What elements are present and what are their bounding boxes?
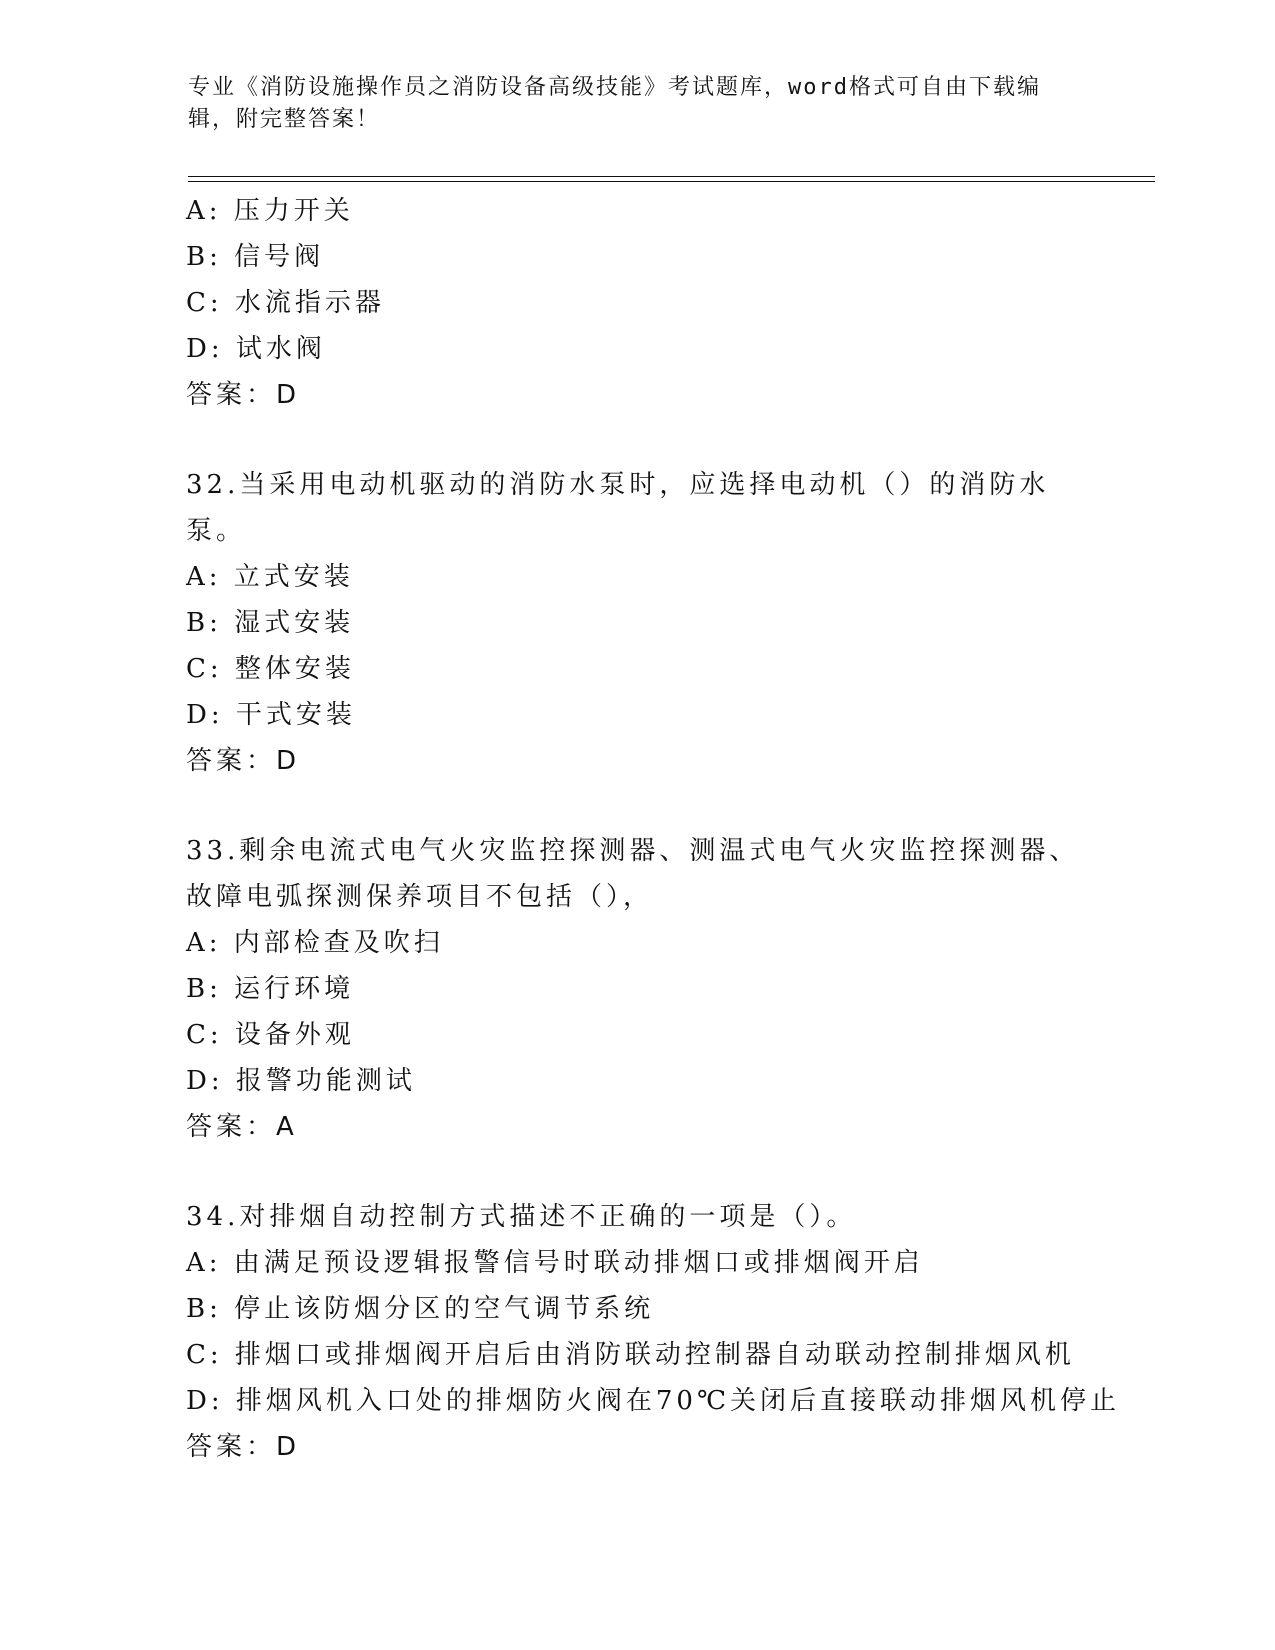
option-d: D: 干式安装: [186, 700, 356, 730]
option-a: A: 压力开关: [186, 196, 354, 226]
option-c: C: 设备外观: [186, 1020, 355, 1050]
question-33: [186, 828, 1086, 1150]
header-rule-bottom: [188, 181, 1155, 182]
question-text: 34.对排烟自动控制方式描述不正确的一项是（）。: [186, 1202, 857, 1232]
option-c: C: 排烟口或排烟阀开启后由消防联动控制器自动联动控制排烟风机: [186, 1340, 1075, 1370]
option-b: B: 信号阀: [186, 242, 325, 272]
option-a: A: 内部检查及吹扫: [186, 928, 444, 958]
option-a: A: 由满足预设逻辑报警信号时联动排烟口或排烟阀开启: [186, 1248, 924, 1278]
question-text: 32.当采用电动机驱动的消防水泵时，应选择电动机（）的消防水泵。: [186, 470, 1050, 546]
option-d: D: 报警功能测试: [186, 1066, 416, 1096]
question-32: [186, 462, 1086, 784]
option-d: D: 排烟风机入口处的排烟防火阀在70℃关闭后直接联动排烟风机停止: [186, 1386, 1121, 1416]
answer: 答案：D: [186, 380, 301, 410]
option-c: C: 整体安装: [186, 654, 355, 684]
page-header: 专业《消防设施操作员之消防设备高级技能》考试题库，word格式可自由下载编辑，附完整答案！: [188, 75, 1041, 132]
option-b: B: 运行环境: [186, 974, 355, 1004]
answer: 答案：D: [186, 746, 301, 776]
option-b: B: 停止该防烟分区的空气调节系统: [186, 1294, 655, 1324]
option-d: D: 试水阀: [186, 334, 326, 364]
option-c: C: 水流指示器: [186, 288, 385, 318]
header-rule-top: [188, 176, 1155, 177]
question-text: 33.剩余电流式电气火灾监控探测器、测温式电气火灾监控探测器、故障电弧探测保养项目不包括（），: [186, 836, 1080, 912]
question-list: [186, 188, 1121, 1470]
question-31-continued: [186, 188, 1086, 418]
answer: 答案：A: [186, 1112, 298, 1142]
answer: 答案：D: [186, 1432, 301, 1462]
option-a: A: 立式安装: [186, 562, 354, 592]
option-b: B: 湿式安装: [186, 608, 355, 638]
question-34: [186, 1194, 1121, 1470]
